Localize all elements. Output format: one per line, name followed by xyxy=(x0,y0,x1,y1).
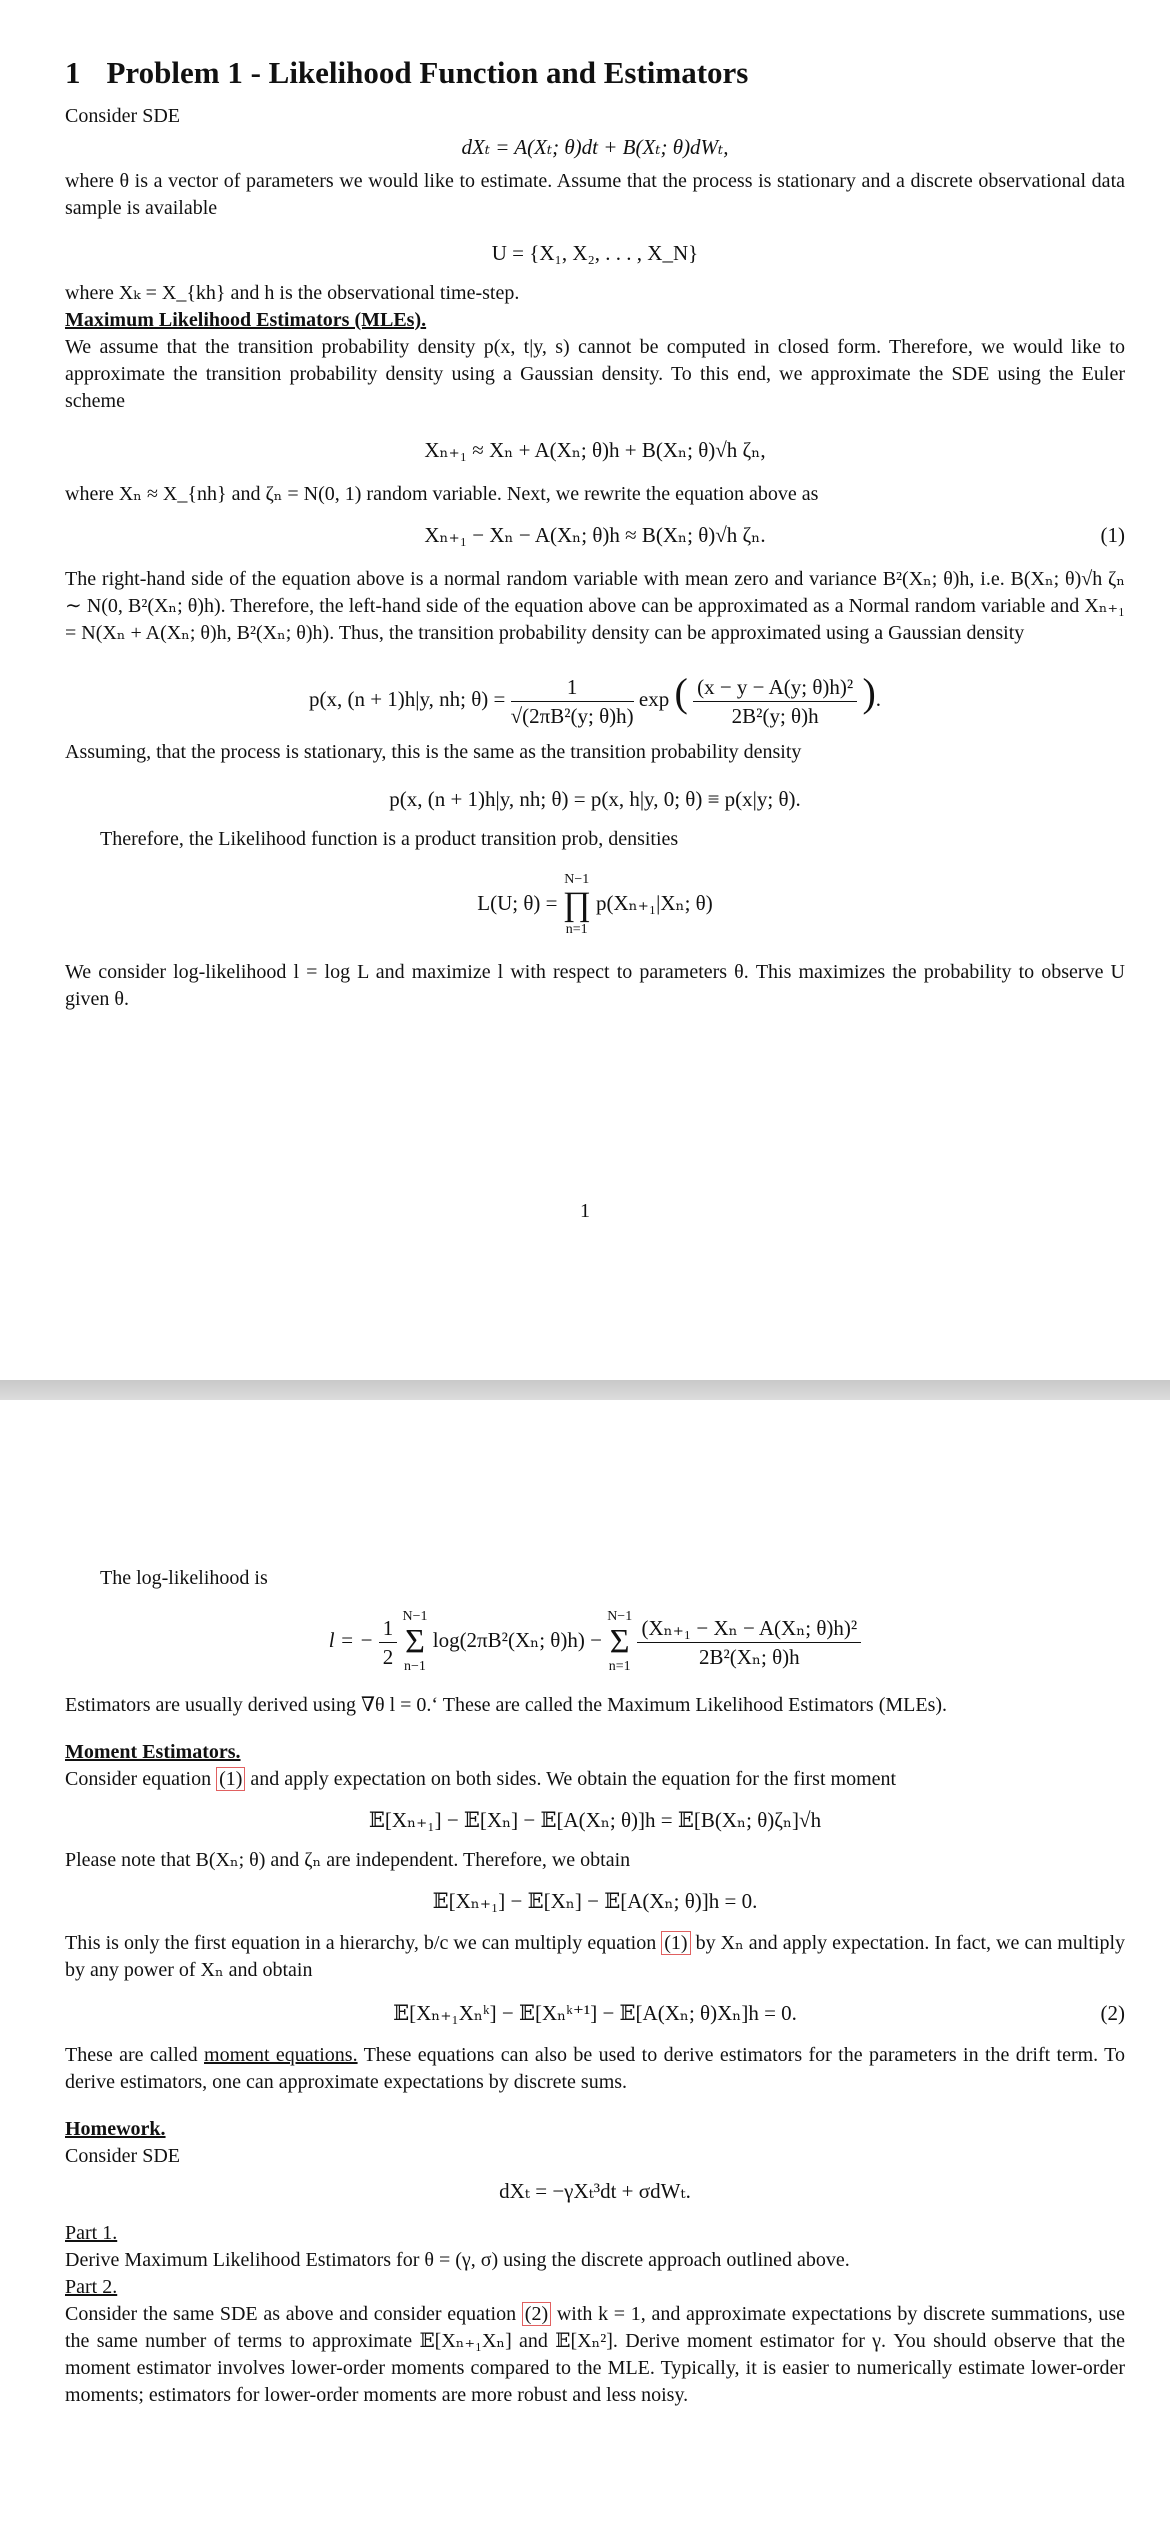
likelihood-rhs: p(Xₙ₊₁|Xₙ; θ) xyxy=(595,891,713,915)
half-numerator: 1 xyxy=(379,1614,398,1643)
section-heading xyxy=(65,55,1125,91)
part-1-text: Derive Maximum Likelihood Estimators for θ = (γ, σ) using the discrete approach outlined above. xyxy=(65,2249,850,2271)
mle-heading: Maximum Likelihood Estimators (MLEs). xyxy=(65,309,427,331)
sde-equation: dXₜ = A(Xₜ; θ)dt + B(Xₜ; θ)dWₜ, xyxy=(461,135,729,159)
half-denominator: 2 xyxy=(382,1644,394,1669)
part-2-text xyxy=(65,2301,1125,2409)
sum-operator-1 xyxy=(402,1609,427,1675)
product-symbol: ∏ xyxy=(562,886,591,924)
moment-heading: Moment Estimators. xyxy=(65,1741,241,1763)
equation-1-link-2[interactable]: (1) xyxy=(661,1931,690,1955)
sum1-lower-limit: n−1 xyxy=(404,1659,426,1675)
likelihood-lhs: L(U; θ) = xyxy=(477,891,558,915)
equation-1-link[interactable]: (1) xyxy=(216,1767,245,1791)
sum1-upper-limit: N−1 xyxy=(402,1609,428,1625)
page-2-body xyxy=(65,1565,1125,2409)
paragraph-where-xk: where Xₖ = X_{kh} and h is the observational time-step. xyxy=(65,282,520,304)
hierarchy-text-b: by Xₙ and apply expectation. In fact, we can multiply by any power of Xₙ and obtain xyxy=(65,1932,1126,1981)
consider-sde-text: Consider SDE xyxy=(65,105,180,127)
paragraph-where-xn: where Xₙ ≈ X_{nh} and ζₙ = N(0, 1) random variable. Next, we rewrite the equation above as xyxy=(65,483,819,505)
homework-sde: dXₜ = −γXₜ³dt + σdWₜ. xyxy=(499,2179,691,2203)
paragraph-assume: We assume that the transition probability density p(x, t|y, s) cannot be computed in closed form. Therefore, we would like to approximate the transition probability density using a Gaussian density. To this end, we approximate the SDE using the Euler scheme xyxy=(65,336,1125,412)
paragraph-consider-eq xyxy=(65,1766,1125,1793)
loglik-term2-fraction xyxy=(637,1614,861,1671)
product-upper-limit: N−1 xyxy=(564,872,590,888)
consider-eq-text: Consider equation xyxy=(65,1768,212,1790)
density-exp: exp xyxy=(638,687,670,711)
paragraph-therefore: Therefore, the Likelihood function is a product transition prob, densities xyxy=(100,828,679,850)
equation-tag-1: (1) xyxy=(1100,523,1125,547)
paragraph-rhs: The right-hand side of the equation above is a normal random variable with mean zero and variance B²(Xₙ; θ)h, i.e. B(Xₙ; θ)√h ζₙ ∼ N(0, B²(Xₙ; θ)h). Therefore, the left-hand side of the equation above can be approximated as a Normal random variable and Xₙ₊₁ = N(Xₙ + A(Xₙ; θ)h, B²(Xₙ; θ)h). Thus, the transition probability density can be approximated using a Gaussian density xyxy=(65,568,1125,644)
loglik-term1: log(2πB²(Xₙ; θ)h) − xyxy=(432,1628,602,1652)
part-2-text-b: with k = 1, and approximate expectations by discrete summations, use the same number of terms to approximate 𝔼[Xₙ₊₁Xₙ] and 𝔼[Xₙ²]. Derive moment estimator for γ. You should observe that the moment estimator involves lower-order moments compared to the MLE. Typically, it is easier to numerically estimate lower-order moments; estimators for lower-order moments are more robust and less noisy. xyxy=(65,2303,1125,2406)
called-text-b: These equations can also be used to derive estimators for the parameters in the drift term. To derive estimators, one can approximate expectations by discrete sums. xyxy=(65,2044,1125,2093)
likelihood-equation xyxy=(65,861,1125,945)
paragraph-independent: Please note that B(Xₙ; θ) and ζₙ are independent. Therefore, we obtain xyxy=(65,1849,631,1871)
section-number: 1 xyxy=(65,55,81,90)
consider-eq-rest: and apply expectation on both sides. We obtain the equation for the first moment xyxy=(250,1768,897,1790)
paragraph-theta: where θ is a vector of parameters we would like to estimate. Assume that the process is stationary and a discrete observational data sample is available xyxy=(65,170,1125,219)
density-fraction xyxy=(511,673,634,730)
loglik-term2-denominator: 2B²(Xₙ; θ)h xyxy=(698,1644,800,1669)
half-fraction xyxy=(379,1614,398,1671)
stationary-equation: p(x, (n + 1)h|y, nh; θ) = p(x, h|y, 0; θ) ≡ p(x|y; θ). xyxy=(389,787,801,811)
homework-consider: Consider SDE xyxy=(65,2145,180,2167)
density-equation: p(x, (n + 1)h|y, nh; θ) = $\frac{1}{\text{√(2πB²(y; θ)h)}}$ exp ( $\frac{\text{(x − y − A(y; θ)h)²}}{\text{2B²(y; θ)h}}$ ). xyxy=(308,670,882,728)
product-lower-limit: n=1 xyxy=(565,922,588,938)
sum-operator-2 xyxy=(607,1609,632,1675)
moment-equations-term: moment equations. xyxy=(204,2044,358,2066)
sample-equation: U = {X₁, X₂, . . . , X_N} xyxy=(491,241,699,265)
product-operator xyxy=(563,872,591,938)
moment-equation-3 xyxy=(65,1996,1125,2030)
sum2-lower-limit: n=1 xyxy=(608,1659,631,1675)
called-text-a: These are called xyxy=(65,2044,198,2066)
page-1-body xyxy=(65,55,1125,1013)
density-numerator: 1 xyxy=(511,673,634,702)
page-separator xyxy=(0,1380,1170,1400)
hierarchy-text-a: This is only the first equation in a hierarchy, b/c we can multiply equation xyxy=(65,1932,657,1954)
loglik-equation xyxy=(65,1598,1125,1682)
density-denominator: √(2πB²(y; θ)h) xyxy=(510,703,634,728)
rewrite-equation-body: Xₙ₊₁ − Xₙ − A(Xₙ; θ)h ≈ B(Xₙ; θ)√h ζₙ. xyxy=(424,523,766,547)
moment-equation-2: 𝔼[Xₙ₊₁] − 𝔼[Xₙ] − 𝔼[A(Xₙ; θ)]h = 0. xyxy=(432,1889,758,1913)
section-title: Problem 1 - Likelihood Function and Estimators xyxy=(106,55,749,90)
paragraph-called xyxy=(65,2042,1125,2096)
rewrite-equation xyxy=(65,518,1125,552)
equation-2-link[interactable]: (2) xyxy=(522,2302,551,2326)
part-2-label: Part 2. xyxy=(65,2276,118,2298)
sum2-upper-limit: N−1 xyxy=(607,1609,633,1625)
homework-heading: Homework. xyxy=(65,2118,166,2140)
sum1-symbol: Σ xyxy=(405,1623,425,1661)
equation-tag-2: (2) xyxy=(1100,2001,1125,2025)
density-exp-numerator: (x − y − A(y; θ)h)² xyxy=(693,673,857,702)
density-exp-fraction xyxy=(693,673,857,730)
paragraph-assuming: Assuming, that the process is stationary, this is the same as the transition probability density xyxy=(65,741,802,763)
paragraph-hierarchy xyxy=(65,1930,1125,1984)
loglik-term2-numerator: (Xₙ₊₁ − Xₙ − A(Xₙ; θ)h)² xyxy=(637,1614,861,1643)
euler-equation: Xₙ₊₁ ≈ Xₙ + A(Xₙ; θ)h + B(Xₙ; θ)√h ζₙ, xyxy=(424,438,766,462)
loglik-lhs: l = − xyxy=(328,1628,374,1652)
moment-equation-1: 𝔼[Xₙ₊₁] − 𝔼[Xₙ] − 𝔼[A(Xₙ; θ)]h = 𝔼[B(Xₙ; θ)ζₙ]√h xyxy=(368,1808,822,1832)
part-1-label: Part 1. xyxy=(65,2222,118,2244)
document-page-2 xyxy=(0,1400,1170,2532)
density-exp-denominator: 2B²(y; θ)h xyxy=(731,703,819,728)
sum2-symbol: Σ xyxy=(609,1623,630,1661)
paragraph-estimators: Estimators are usually derived using ∇θ l = 0.‘ These are called the Maximum Likelihood Estimators (MLEs). xyxy=(65,1694,948,1716)
density-lhs: p(x, (n + 1)h|y, nh; θ) = xyxy=(308,687,506,711)
page-number: 1 xyxy=(580,1200,590,1222)
paragraph-loglik: We consider log-likelihood l = log L and maximize l with respect to parameters θ. This maximizes the probability to observe U given θ. xyxy=(65,961,1125,1010)
part-2-text-a: Consider the same SDE as above and consider equation xyxy=(65,2303,517,2325)
moment-equation-3-body: 𝔼[Xₙ₊₁Xₙᵏ] − 𝔼[Xₙᵏ⁺¹] − 𝔼[A(Xₙ; θ)Xₙ]h = 0. xyxy=(393,2001,797,2025)
loglik-intro: The log-likelihood is xyxy=(100,1567,268,1589)
